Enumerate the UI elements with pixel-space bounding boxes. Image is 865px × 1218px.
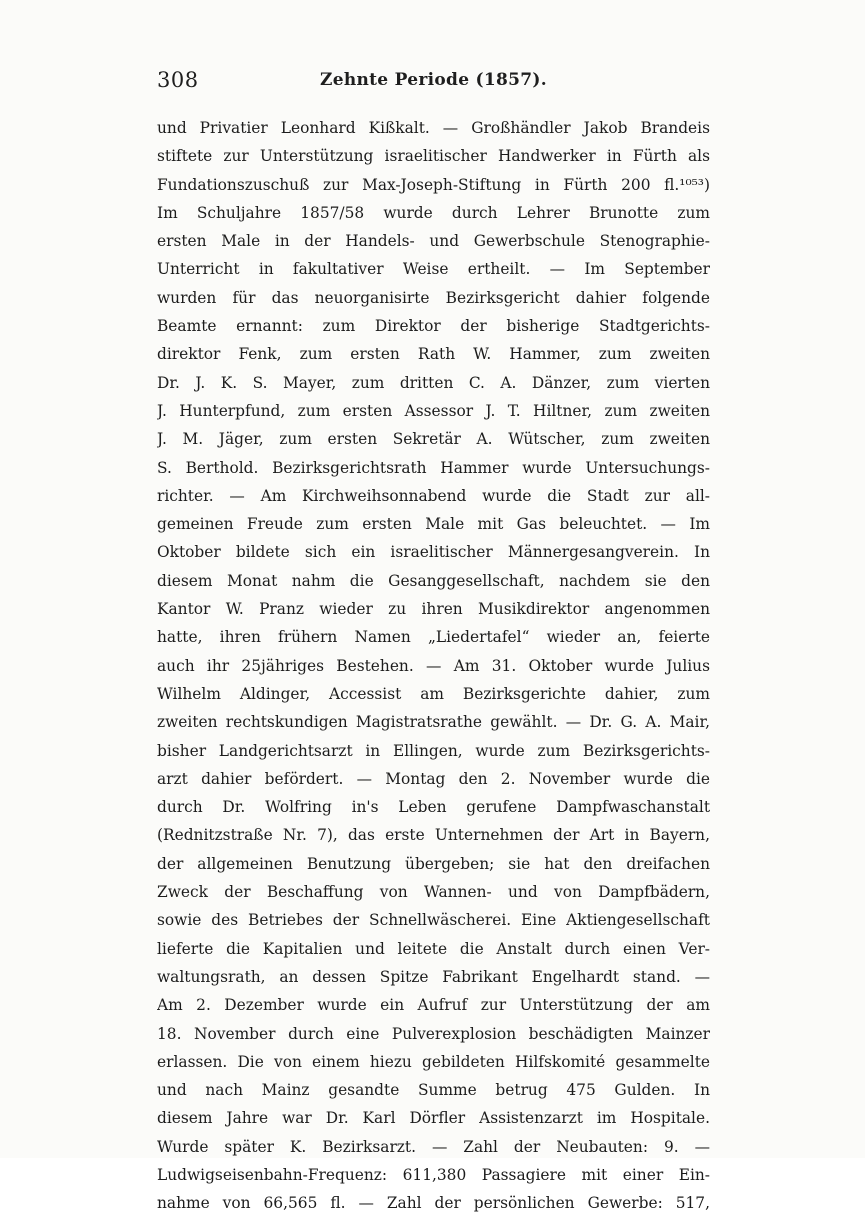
text-line: stiftete zur Unterstützung israelitischer Handwerker in Fürth als (157, 147, 710, 166)
text-line: auch ihr 25jähriges Bestehen. — Am 31. Oktober wurde Julius (157, 656, 710, 675)
text-line: Dr. J. K. S. Mayer, zum dritten C. A. Dänzer, zum vierten (157, 373, 710, 392)
text-line: Unterricht in fakultativer Weise ertheilt. — Im September (157, 260, 710, 279)
text-line: 18. November durch eine Pulverexplosion beschädigten Mainzer (157, 1024, 710, 1043)
text-line: Im Schuljahre 1857/58 wurde durch Lehrer Brunotte zum (157, 203, 710, 222)
text-line: erlassen. Die von einem hiezu gebildeten Hilfskomité gesammelte (157, 1052, 710, 1071)
text-line: richter. — Am Kirchweihsonnabend wurde die Stadt zur all- (157, 486, 710, 505)
text-line: J. Hunterpfund, zum ersten Assessor J. T. Hiltner, zum zweiten (157, 401, 710, 420)
body-text (157, 114, 710, 1218)
text-line: diesem Monat nahm die Gesanggesellschaft, nachdem sie den (157, 571, 710, 590)
text-line: Ludwigseisenbahn-Frequenz: 611,380 Passagiere mit einer Ein- (157, 1165, 710, 1184)
text-line: direktor Fenk, zum ersten Rath W. Hammer, zum zweiten (157, 345, 710, 364)
text-line: zweiten rechtskundigen Magistratsrathe gewählt. — Dr. G. A. Mair, (157, 713, 710, 732)
text-line: und Privatier Leonhard Kißkalt. — Großhändler Jakob Brandeis (157, 119, 710, 137)
text-line: durch Dr. Wolfring in's Leben gerufene Dampfwaschanstalt (157, 798, 710, 817)
text-line: Oktober bildete sich ein israelitischer Männergesangverein. In (157, 543, 710, 562)
running-head: Zehnte Periode (1857). (320, 70, 547, 90)
text-line: gemeinen Freude zum ersten Male mit Gas beleuchtet. — Im (157, 515, 710, 534)
text-line: der allgemeinen Benutzung übergeben; sie hat den dreifachen (157, 854, 710, 873)
text-line: Fundationszuschuß zur Max-Joseph-Stiftung in Fürth 200 fl.¹⁰⁵³) (157, 175, 710, 194)
text-line: (Rednitzstraße Nr. 7), das erste Unternehmen der Art in Bayern, (157, 826, 710, 845)
text-line: Wilhelm Aldinger, Accessist am Bezirksgerichte dahier, zum (157, 684, 710, 703)
text-line: Zweck der Beschaffung von Wannen- und von Dampfbädern, (157, 883, 710, 902)
text-line: Kantor W. Pranz wieder zu ihren Musikdirektor angenommen (157, 600, 710, 619)
page-number: 308 (157, 68, 199, 92)
text-line: bisher Landgerichtsarzt in Ellingen, wurde zum Bezirksgerichts- (157, 741, 710, 760)
text-line: lieferte die Kapitalien und leitete die Anstalt durch einen Ver- (157, 939, 710, 958)
text-line: hatte, ihren frühern Namen „Liedertafel“ wieder an, feierte (157, 628, 710, 647)
text-line: waltungsrath, an dessen Spitze Fabrikant Engelhardt stand. — (157, 967, 710, 986)
text-line: und nach Mainz gesandte Summe betrug 475 Gulden. In (157, 1081, 710, 1100)
text-line: Wurde später K. Bezirksarzt. — Zahl der Neubauten: 9. — (157, 1137, 710, 1156)
text-line: S. Berthold. Bezirksgerichtsrath Hammer wurde Untersuchungs- (157, 458, 710, 477)
text-line: J. M. Jäger, zum ersten Sekretär A. Wütscher, zum zweiten (157, 430, 710, 449)
text-line: ersten Male in der Handels- und Gewerbschule Stenographie- (157, 232, 710, 251)
text-line: diesem Jahre war Dr. Karl Dörfler Assistenzarzt im Hospitale. (157, 1109, 710, 1128)
page-header (157, 68, 710, 102)
text-line: wurden für das neuorganisirte Bezirksgericht dahier folgende (157, 288, 710, 307)
text-line: sowie des Betriebes der Schnellwäscherei. Eine Aktiengesellschaft (157, 911, 710, 930)
text-line: Am 2. Dezember wurde ein Aufruf zur Unterstützung der am (157, 996, 710, 1015)
text-line: arzt dahier befördert. — Montag den 2. November wurde die (157, 769, 710, 788)
text-line: Beamte ernannt: zum Direktor der bisherige Stadtgerichts- (157, 317, 710, 336)
text-line: nahme von 66,565 fl. — Zahl der persönlichen Gewerbe: 517, (157, 1194, 710, 1213)
